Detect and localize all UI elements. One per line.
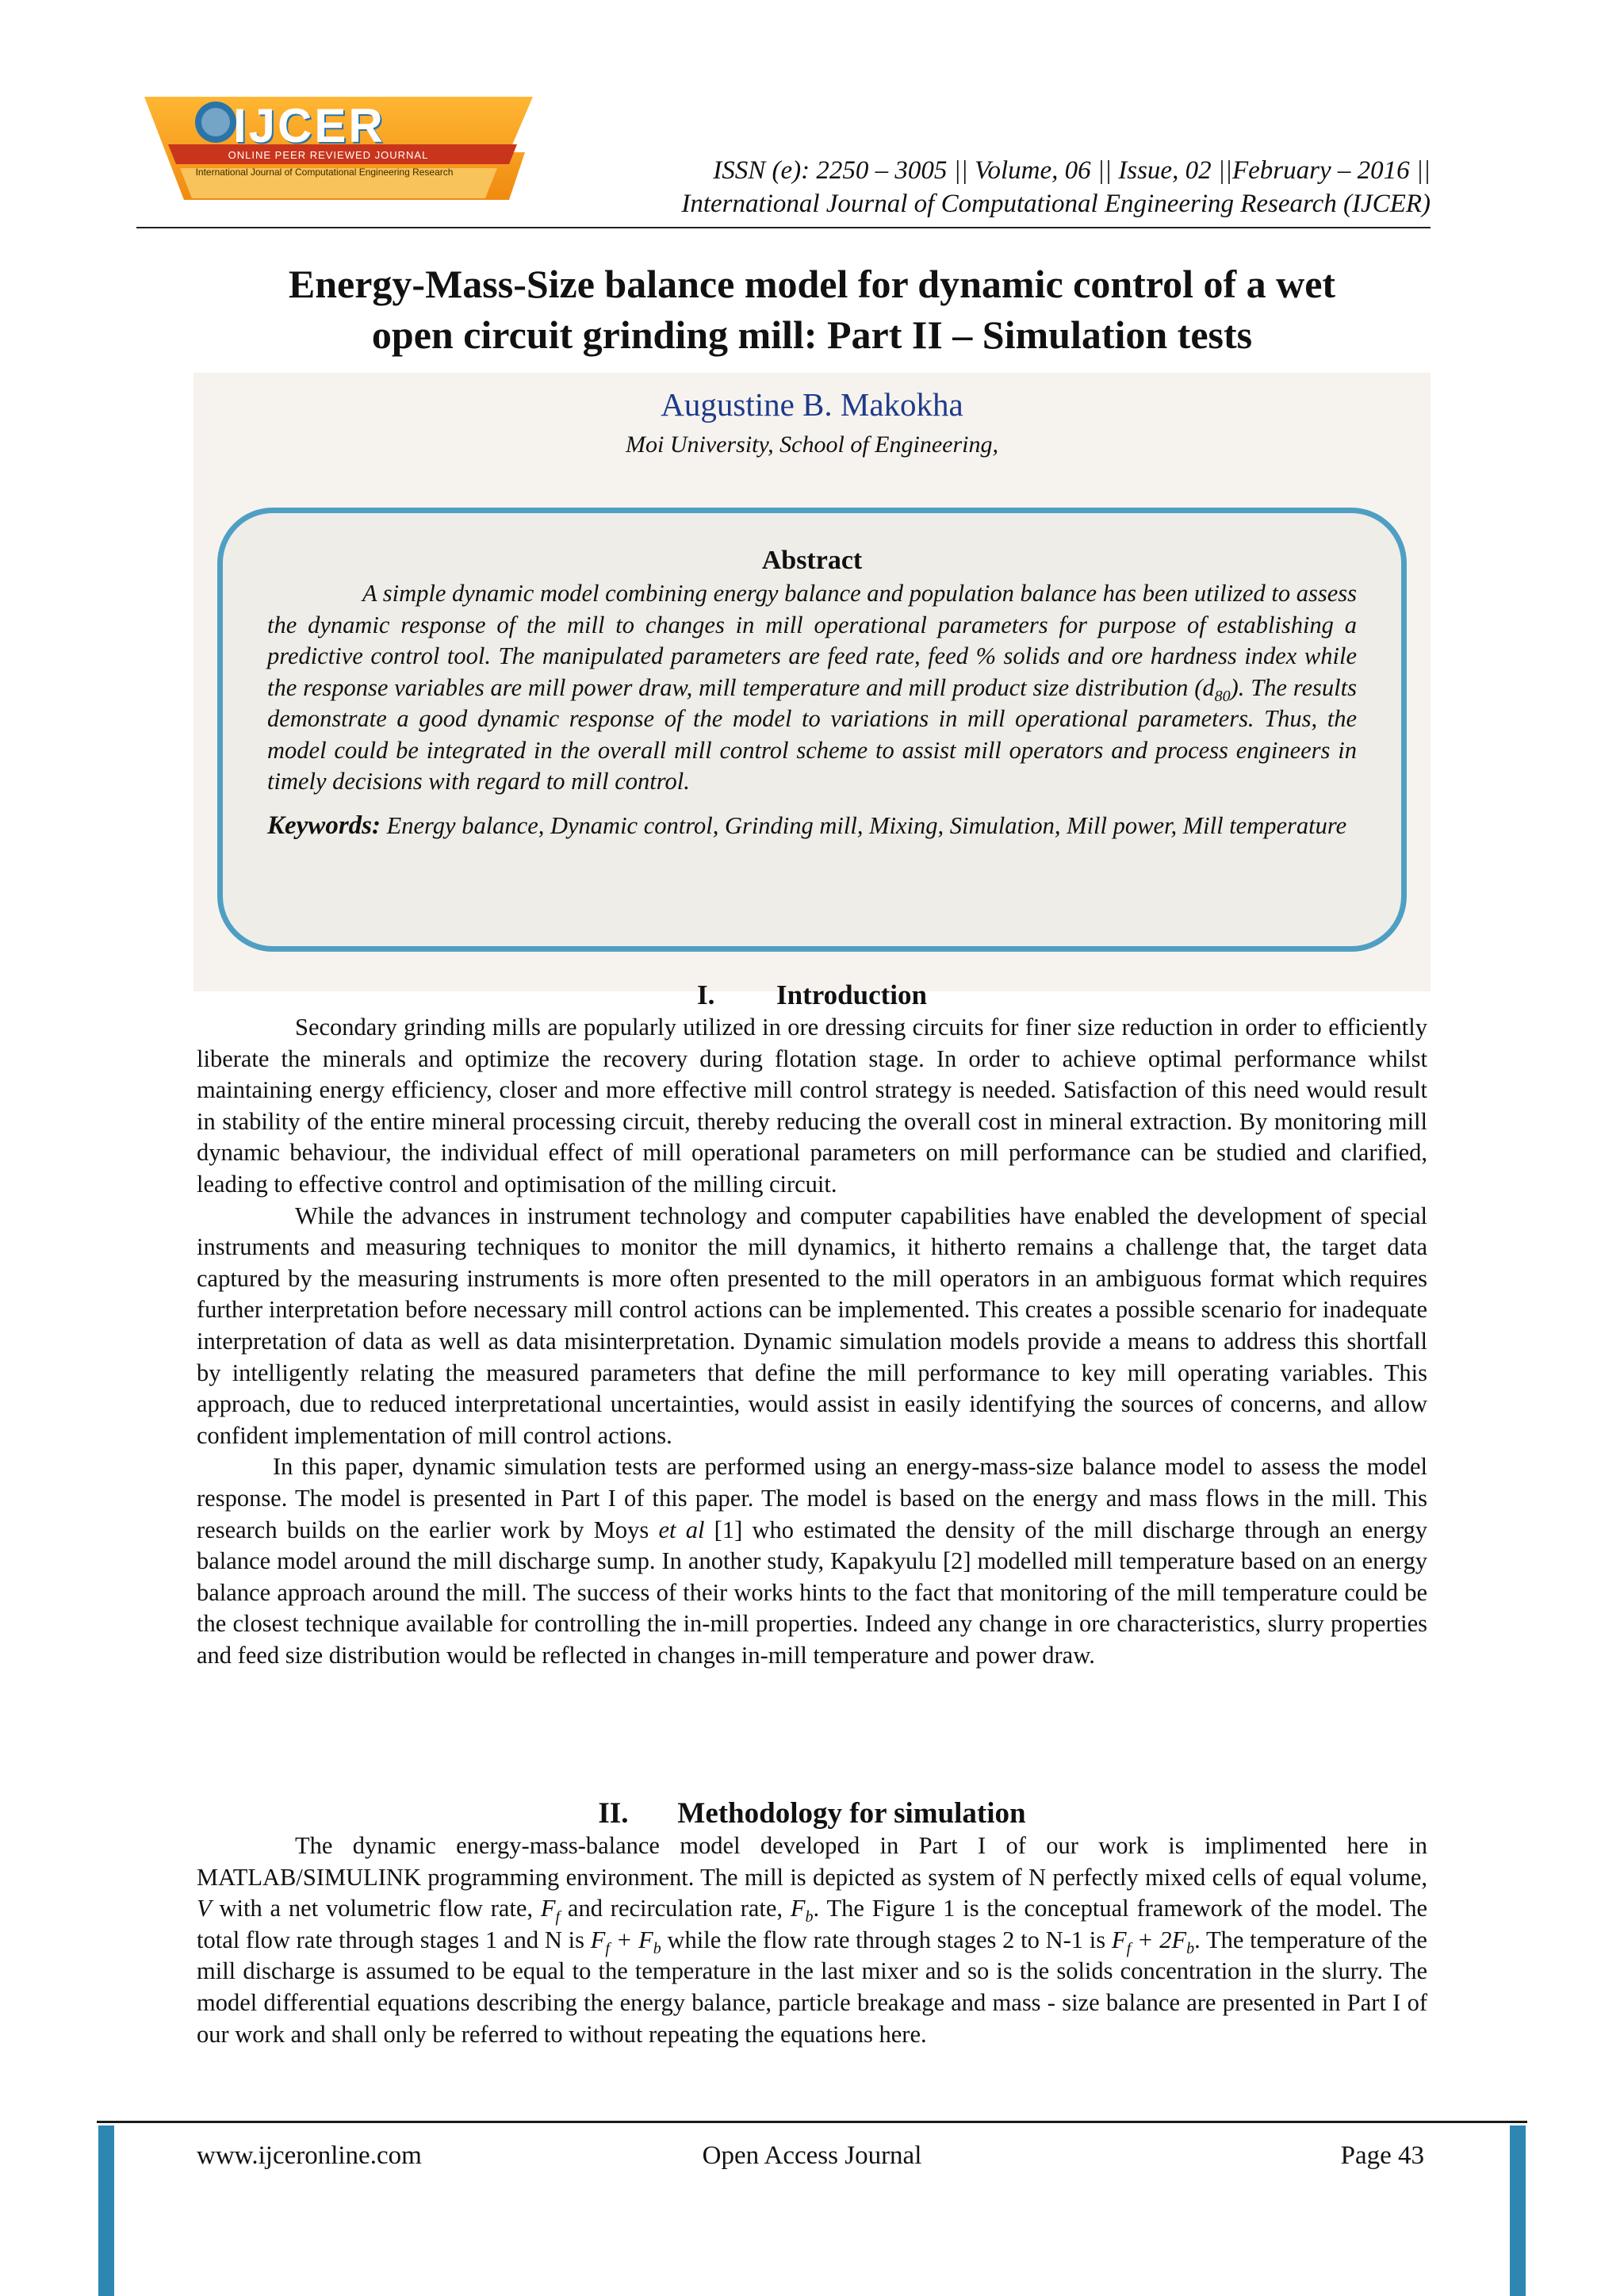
meth-expr-2: $F_f + 2F_b$	[1111, 1926, 1195, 1957]
author-name: Augustine B. Makokha	[661, 386, 963, 423]
abstract-heading: Abstract	[761, 546, 863, 575]
footer-website-link[interactable]: www.ijceronline.com	[197, 2141, 422, 2170]
keywords-text: Energy balance, Dynamic control, Grinding mill, Mixing, Simulation, Mill power, Mill temperature	[386, 811, 1347, 839]
issn-line: ISSN (e): 2250 – 3005 || Volume, 06 || Issue, 02 ||February – 2016 ||	[713, 156, 1431, 185]
logo-org: International Journal of Computational Engineering Research	[195, 167, 454, 178]
abstract-sub: 80	[1214, 687, 1231, 705]
paper-title-line-1: Energy-Mass-Size balance model for dynamic control of a wet	[288, 262, 1336, 306]
meth-text-6: . The temperature of the mill discharge is assumed to be equal to the temperature in the last mixer and so is the solids concentration in the slurry. The model differential equations describing the energy balance, particle breakage and mass - size balance are presented in Part I of our work and shall only be referred to without repeating the equations here.	[197, 1926, 1427, 2048]
intro-p3-etal: et al	[658, 1516, 705, 1543]
methodology-number: II.	[598, 1797, 629, 1830]
methodology-section	[197, 1797, 1427, 2050]
meth-var-fb: $F_b$	[790, 1895, 814, 1926]
introduction-paragraph-2: While the advances in instrument technology and computer capabilities have enabled the development of special instruments and measuring techniques to monitor the mill dynamics, it hitherto remains a challenge that, the target data captured by the measuring instruments is more often presented to the mill operators in an ambiguous format which requires further interpretation before necessary mill control actions can be implemented. This creates a possible scenario for inadequate interpretation of data as well as data misinterpretation. Dynamic simulation models provide a means to address this shortfall by intelligently relating the measured parameters that define the mill performance to key mill operating variables. This approach, due to reduced interpretational uncertainties, would assist in easily identifying the sources of concerns, and allow confident implementation of mill control actions.	[197, 1202, 1427, 1449]
introduction-section	[197, 979, 1427, 1671]
introduction-heading	[197, 979, 1427, 1012]
meth-text-5: while the flow rate through stages 2 to N-1 is	[661, 1926, 1112, 1953]
journal-line: International Journal of Computational Engineering Research (IJCER)	[681, 190, 1431, 218]
introduction-paragraph-1: Secondary grinding mills are popularly utilized in ore dressing circuits for finer size reduction in order to efficiently liberate the minerals and optimize the recovery during flotation stage. In order to achieve optimal performance whilst maintaining energy efficiency, closer and more effective mill control strategy is needed. Satisfaction of this need would result in stability of the entire mineral processing circuit, thereby reducing the overall cost in mineral extraction. By monitoring mill dynamic behaviour, the individual effect of mill operational parameters on mill performance can be studied and clarified, leading to effective control and optimisation of the milling circuit.	[197, 1014, 1427, 1198]
paper-title-line-2: open circuit grinding mill: Part II – Simulation tests	[371, 312, 1253, 357]
journal-logo	[136, 89, 542, 208]
methodology-paragraph	[197, 1830, 1427, 2050]
abstract-box	[217, 508, 1407, 952]
meth-text-2: with a net volumetric flow rate,	[211, 1895, 541, 1922]
meth-text-3: and recirculation rate,	[560, 1895, 791, 1922]
footer-page-number: Page 43	[1340, 2141, 1424, 2170]
keywords	[267, 811, 1357, 842]
logo-title: IJCER	[233, 99, 385, 152]
journal-info	[681, 154, 1431, 220]
meth-text-1: The dynamic energy-mass-balance model developed in Part I of our work is implimented here in MATLAB/SIMULINK programming environment. The mill is depicted as system of N perfectly mixed cells of equal volume,	[197, 1832, 1427, 1891]
logo-tagline: ONLINE PEER REVIEWED JOURNAL	[228, 149, 429, 161]
methodology-title: Methodology for simulation	[677, 1797, 1026, 1830]
abstract-text-a: A simple dynamic model combining energy balance and population balance has been utilized to assess the dynamic response of the mill to changes in mill operational parameters for purpose of establishing a predictive control tool. The manipulated parameters are feed rate, feed % solids and ore hardness index while the response variables are mill power draw, mill temperature and mill product size distribution (d	[267, 580, 1357, 701]
meth-expr-1: $F_f + F_b$	[590, 1926, 661, 1957]
abstract-text-b: ). The results demonstrate a good dynamic response of the model to variations in mill operational parameters. Thus, the model could be integrated in the overall mill control scheme to assist mill operators and process engineers in timely decisions with regard to mill control.	[267, 673, 1357, 795]
paper-title	[193, 259, 1431, 360]
footer-center-text: Open Access Journal	[702, 2141, 922, 2170]
intro-p3-a: In this paper, dynamic simulation tests are performed using an energy-mass-size balance model to assess the model response. The model is presented in Part I of this paper. The model is based on the energy and mass flows in the mill. This research builds on the earlier work by Moys	[197, 1453, 1427, 1543]
author-affiliation: Moi University, School of Engineering,	[626, 431, 998, 458]
intro-p3-b: [1] who estimated the density of the mill discharge through an energy balance model around the mill discharge sump. In another study, Kapakyulu [2] modelled mill temperature based on an energy balance approach around the mill. The success of their works hints to the fact that monitoring of the mill temperature could be the closest technique available for controlling the in-mill properties. Indeed any change in ore characteristics, slurry properties and feed size distribution would be reflected in changes in-mill temperature and power draw.	[197, 1516, 1427, 1669]
introduction-title: Introduction	[776, 979, 927, 1010]
meth-var-v: V	[197, 1895, 212, 1922]
keywords-label: Keywords:	[267, 811, 381, 840]
abstract-text	[267, 578, 1357, 798]
header-rule	[136, 227, 1431, 228]
footer-rule	[97, 2121, 1527, 2123]
introduction-number: I.	[697, 979, 715, 1010]
meth-var-ff: $F_f$	[540, 1895, 561, 1926]
meth-text-4: . The Figure 1 is the conceptual framework of the model. The total flow rate through stages 1 and N is	[197, 1895, 1427, 1953]
introduction-paragraph-3	[197, 1451, 1427, 1671]
methodology-heading	[197, 1797, 1427, 1830]
